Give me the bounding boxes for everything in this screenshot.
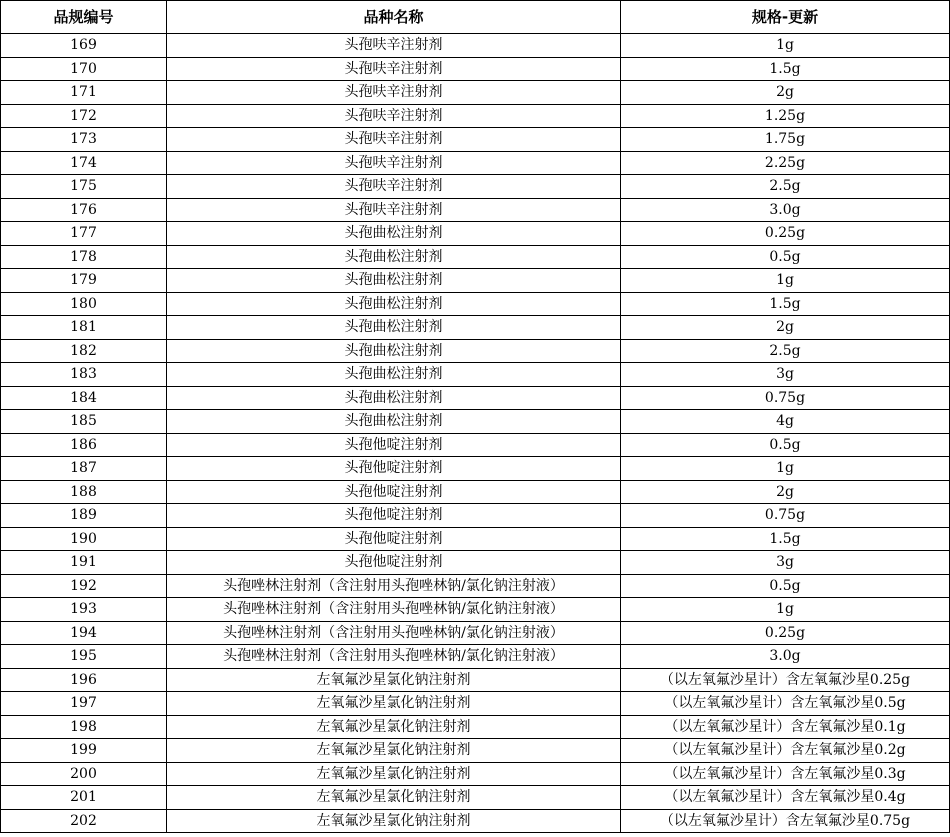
cell-spec: 1.5g <box>621 292 950 316</box>
header-id: 品规编号 <box>1 1 167 34</box>
cell-id: 201 <box>1 786 167 810</box>
cell-spec: 2g <box>621 81 950 105</box>
header-spec: 规格-更新 <box>621 1 950 34</box>
table-row <box>1 433 950 457</box>
cell-spec: 1g <box>621 34 950 58</box>
cell-spec: 3g <box>621 551 950 575</box>
cell-id: 186 <box>1 433 167 457</box>
cell-spec: 3.0g <box>621 645 950 669</box>
cell-name: 头孢曲松注射剂 <box>167 410 621 434</box>
cell-name: 头孢他啶注射剂 <box>167 433 621 457</box>
table-row <box>1 645 950 669</box>
cell-name: 左氧氟沙星氯化钠注射剂 <box>167 692 621 716</box>
cell-spec: 2.5g <box>621 175 950 199</box>
cell-id: 198 <box>1 715 167 739</box>
cell-id: 194 <box>1 621 167 645</box>
cell-id: 200 <box>1 762 167 786</box>
cell-id: 199 <box>1 739 167 763</box>
cell-id: 185 <box>1 410 167 434</box>
cell-name: 头孢曲松注射剂 <box>167 363 621 387</box>
cell-name: 头孢呋辛注射剂 <box>167 128 621 152</box>
cell-id: 187 <box>1 457 167 481</box>
table-row <box>1 316 950 340</box>
cell-name: 头孢他啶注射剂 <box>167 527 621 551</box>
cell-id: 193 <box>1 598 167 622</box>
cell-spec: 0.75g <box>621 504 950 528</box>
cell-id: 188 <box>1 480 167 504</box>
cell-spec: （以左氧氟沙星计）含左氧氟沙星0.3g <box>621 762 950 786</box>
cell-name: 头孢呋辛注射剂 <box>167 104 621 128</box>
cell-name: 头孢曲松注射剂 <box>167 292 621 316</box>
cell-id: 169 <box>1 34 167 58</box>
cell-name: 头孢呋辛注射剂 <box>167 198 621 222</box>
cell-spec: 0.5g <box>621 245 950 269</box>
cell-name: 头孢他啶注射剂 <box>167 551 621 575</box>
table-row <box>1 339 950 363</box>
cell-name: 头孢呋辛注射剂 <box>167 34 621 58</box>
table-row <box>1 551 950 575</box>
cell-spec: （以左氧氟沙星计）含左氧氟沙星0.1g <box>621 715 950 739</box>
table-row <box>1 598 950 622</box>
table-row <box>1 715 950 739</box>
cell-spec: 3.0g <box>621 198 950 222</box>
cell-spec: 1.75g <box>621 128 950 152</box>
cell-spec: （以左氧氟沙星计）含左氧氟沙星0.2g <box>621 739 950 763</box>
table-row <box>1 504 950 528</box>
cell-spec: 0.5g <box>621 433 950 457</box>
cell-id: 176 <box>1 198 167 222</box>
cell-id: 179 <box>1 269 167 293</box>
cell-spec: 1g <box>621 269 950 293</box>
table-row <box>1 621 950 645</box>
cell-name: 头孢唑林注射剂（含注射用头孢唑林钠/氯化钠注射液） <box>167 598 621 622</box>
cell-id: 192 <box>1 574 167 598</box>
cell-id: 202 <box>1 809 167 833</box>
cell-spec: 2g <box>621 480 950 504</box>
table-row <box>1 574 950 598</box>
cell-name: 左氧氟沙星氯化钠注射剂 <box>167 715 621 739</box>
table-row <box>1 175 950 199</box>
table-row <box>1 104 950 128</box>
cell-name: 左氧氟沙星氯化钠注射剂 <box>167 786 621 810</box>
cell-name: 头孢呋辛注射剂 <box>167 151 621 175</box>
cell-id: 181 <box>1 316 167 340</box>
cell-name: 左氧氟沙星氯化钠注射剂 <box>167 809 621 833</box>
cell-name: 头孢唑林注射剂（含注射用头孢唑林钠/氯化钠注射液） <box>167 574 621 598</box>
cell-id: 182 <box>1 339 167 363</box>
cell-id: 173 <box>1 128 167 152</box>
cell-name: 左氧氟沙星氯化钠注射剂 <box>167 739 621 763</box>
cell-name: 头孢呋辛注射剂 <box>167 57 621 81</box>
table-row <box>1 151 950 175</box>
cell-spec: （以左氧氟沙星计）含左氧氟沙星0.25g <box>621 668 950 692</box>
table-row <box>1 457 950 481</box>
cell-name: 头孢曲松注射剂 <box>167 245 621 269</box>
cell-id: 172 <box>1 104 167 128</box>
cell-name: 头孢曲松注射剂 <box>167 339 621 363</box>
cell-spec: 1g <box>621 457 950 481</box>
cell-spec: 2g <box>621 316 950 340</box>
table-row <box>1 198 950 222</box>
cell-name: 头孢他啶注射剂 <box>167 457 621 481</box>
cell-spec: 2.25g <box>621 151 950 175</box>
cell-name: 左氧氟沙星氯化钠注射剂 <box>167 668 621 692</box>
table-row <box>1 81 950 105</box>
cell-id: 174 <box>1 151 167 175</box>
table-row <box>1 222 950 246</box>
cell-id: 175 <box>1 175 167 199</box>
cell-spec: 1.25g <box>621 104 950 128</box>
cell-id: 196 <box>1 668 167 692</box>
table-row <box>1 269 950 293</box>
cell-name: 头孢曲松注射剂 <box>167 222 621 246</box>
cell-name: 头孢曲松注射剂 <box>167 386 621 410</box>
table-row <box>1 410 950 434</box>
cell-spec: 1.5g <box>621 57 950 81</box>
cell-name: 头孢呋辛注射剂 <box>167 81 621 105</box>
table-row <box>1 668 950 692</box>
cell-name: 头孢他啶注射剂 <box>167 504 621 528</box>
table-row <box>1 762 950 786</box>
cell-spec: （以左氧氟沙星计）含左氧氟沙星0.4g <box>621 786 950 810</box>
table-row <box>1 386 950 410</box>
cell-spec: 1g <box>621 598 950 622</box>
table-row <box>1 292 950 316</box>
table-row <box>1 34 950 58</box>
cell-spec: （以左氧氟沙星计）含左氧氟沙星0.5g <box>621 692 950 716</box>
cell-id: 183 <box>1 363 167 387</box>
cell-spec: 4g <box>621 410 950 434</box>
cell-id: 197 <box>1 692 167 716</box>
cell-id: 191 <box>1 551 167 575</box>
cell-name: 头孢曲松注射剂 <box>167 269 621 293</box>
cell-spec: 0.25g <box>621 621 950 645</box>
cell-id: 177 <box>1 222 167 246</box>
header-row <box>1 1 950 34</box>
cell-name: 头孢呋辛注射剂 <box>167 175 621 199</box>
cell-spec: 0.75g <box>621 386 950 410</box>
cell-id: 171 <box>1 81 167 105</box>
table-row <box>1 128 950 152</box>
table-row <box>1 245 950 269</box>
table-row <box>1 786 950 810</box>
cell-name: 头孢曲松注射剂 <box>167 316 621 340</box>
header-name: 品种名称 <box>167 1 621 34</box>
table-row <box>1 809 950 833</box>
cell-spec: 1.5g <box>621 527 950 551</box>
cell-spec: （以左氧氟沙星计）含左氧氟沙星0.75g <box>621 809 950 833</box>
cell-spec: 0.25g <box>621 222 950 246</box>
cell-spec: 3g <box>621 363 950 387</box>
cell-name: 头孢唑林注射剂（含注射用头孢唑林钠/氯化钠注射液） <box>167 645 621 669</box>
cell-spec: 2.5g <box>621 339 950 363</box>
cell-name: 左氧氟沙星氯化钠注射剂 <box>167 762 621 786</box>
cell-spec: 0.5g <box>621 574 950 598</box>
cell-name: 头孢唑林注射剂（含注射用头孢唑林钠/氯化钠注射液） <box>167 621 621 645</box>
cell-id: 184 <box>1 386 167 410</box>
cell-name: 头孢他啶注射剂 <box>167 480 621 504</box>
table-row <box>1 739 950 763</box>
cell-id: 180 <box>1 292 167 316</box>
table-row <box>1 57 950 81</box>
table-row <box>1 480 950 504</box>
cell-id: 190 <box>1 527 167 551</box>
cell-id: 170 <box>1 57 167 81</box>
cell-id: 178 <box>1 245 167 269</box>
cell-id: 195 <box>1 645 167 669</box>
cell-id: 189 <box>1 504 167 528</box>
table-body <box>1 34 950 833</box>
table-row <box>1 363 950 387</box>
table-row <box>1 527 950 551</box>
table-row <box>1 692 950 716</box>
